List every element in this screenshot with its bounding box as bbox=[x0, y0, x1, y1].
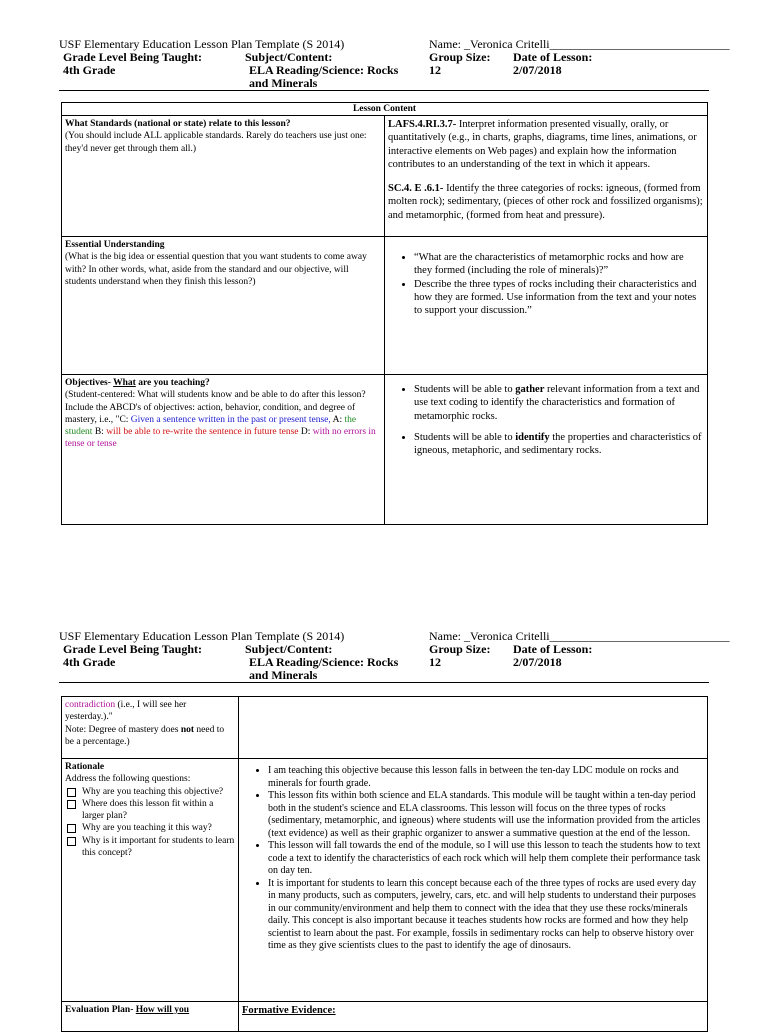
essential-note: (What is the big idea or essential question that you want students to come away with? In other words, what, aside from the standard and our objective, will students understand when they finish this lesson?) bbox=[65, 252, 367, 287]
objectives-continued-cell bbox=[62, 697, 239, 759]
essential-item: • “What are the characteristics of metamorphic rocks and how are they formed (including the role of minerals)?” bbox=[414, 251, 704, 278]
rationale-intro: Address the following questions: bbox=[65, 774, 191, 785]
subject-value-line1: ELA Reading/Science: Rocks bbox=[249, 63, 399, 77]
objective-example-end: (i.e., I will see her yesterday.)." bbox=[65, 700, 187, 723]
mastery-note-b: need to be a percentage.) bbox=[65, 724, 225, 747]
standards-label: What Standards (national or state) relate to this lesson? bbox=[65, 119, 291, 129]
objective-2-text-a: Students will be able to bbox=[414, 431, 516, 443]
group-size-label: Group Size: bbox=[429, 642, 491, 656]
objective-behavior-example: will be able to re-write the sentence in future tense bbox=[106, 427, 299, 438]
standard-1-code: LAFS.4.RI.3.7- bbox=[388, 119, 457, 130]
group-size-value: 12 bbox=[429, 655, 441, 669]
essential-item: • Describe the three types of rocks including their characteristics and how they are formed. Use information from the text and your notes to support your discussion.” bbox=[414, 278, 704, 318]
page-gap bbox=[0, 556, 768, 626]
grade-label: Grade Level Being Taught: bbox=[63, 642, 203, 656]
rationale-question bbox=[65, 835, 235, 860]
checkbox-icon bbox=[67, 788, 76, 797]
objective-degree-continued: contradiction bbox=[65, 700, 116, 710]
lesson-table-page1 bbox=[61, 102, 708, 525]
subject-value-line2: and Minerals bbox=[249, 76, 318, 90]
standards-label-cell bbox=[62, 116, 385, 237]
subject-value-line2: and Minerals bbox=[249, 668, 318, 682]
objective-item bbox=[414, 431, 704, 458]
teacher-name: Name: _Veronica Critelli______________________________ bbox=[429, 629, 730, 643]
rationale-item: • This lesson fits within both science and ELA standards. This module will be taught within a ten-day period both in the student's science and ELA classrooms. This lesson will focus on the three types of rocks (sedimentary, metamorphic, and igneous) where students will use the information provided from the articles (text evidence) as well as their graphic organizer to answer a summative question at the end of the lesson. bbox=[268, 790, 704, 840]
essential-label-cell bbox=[62, 237, 385, 375]
header-rule bbox=[59, 682, 709, 683]
objective-degree-example: with no errors in tense or tense bbox=[65, 427, 376, 450]
rationale-question-text: Why are you teaching it this way? bbox=[82, 823, 212, 834]
objective-1-text-b: relevant information from a text and use text coding to identify the characteristics and formation of metamorphic rocks. bbox=[414, 384, 700, 422]
objective-2-verb: identify bbox=[515, 431, 550, 443]
date-label: Date of Lesson: bbox=[513, 642, 593, 656]
subject-value-line1: ELA Reading/Science: Rocks bbox=[249, 655, 399, 669]
rationale-question-text: Where does this lesson fit within a larger plan? bbox=[82, 798, 214, 822]
grade-value: 4th Grade bbox=[63, 63, 116, 77]
essential-label: Essential Understanding bbox=[65, 240, 165, 250]
subject-label: Subject/Content: bbox=[245, 642, 333, 656]
formative-evidence-heading: Formative Evidence: bbox=[242, 1005, 336, 1016]
objective-2-text-b: the properties and characteristics of igneous, metaphoric, and sedimentary rocks. bbox=[414, 431, 702, 457]
evaluation-label-how: How will you bbox=[135, 1005, 190, 1015]
checkbox-icon bbox=[67, 800, 76, 809]
standards-note: (You should include ALL applicable standards. Rarely do teachers use just one: they'd never get through them all.) bbox=[65, 131, 367, 154]
objectives-label-b: are you teaching? bbox=[135, 378, 210, 388]
grade-label: Grade Level Being Taught: bbox=[63, 50, 203, 64]
standard-1-text: Interpret information presented visually, orally, or quantitatively (e.g., in charts, graphs, diagrams, time lines, animations, or interactive elements on Web pages) and explain how the information contributes to an understanding of the text in which it appears. bbox=[388, 119, 697, 170]
rationale-question bbox=[65, 798, 235, 823]
objectives-note: (Student-centered: What will students know and be able to do after this lesson? Include the ABCD's of objectives: action, behavior, condition, and degree of mastery, i.e., "C: bbox=[65, 390, 366, 425]
objectives-label-what: What bbox=[113, 378, 136, 388]
objective-d-prefix: D: bbox=[298, 427, 313, 438]
objective-a-prefix: A: bbox=[330, 414, 345, 425]
rationale-item: • It is important for students to learn this concept because each of the three types of rocks are used every day in many products, such as computers, jewelry, cars, etc. and will help students to understand their purposes in our community/environment and help them to connect with the idea that they use these rocks/minerals daily. This concept is also important because it teaches students how rocks are formed and how they help scientist to learn about the past. For example, fossils in sedimentary rocks can help to observe history over time as they give scientists clues to the past to identify the age of dinosaurs. bbox=[268, 878, 704, 953]
rationale-question-text: Why is it important for students to learn this concept? bbox=[82, 835, 235, 859]
essential-content-cell bbox=[385, 237, 708, 375]
header-rule bbox=[59, 90, 709, 91]
checkbox-icon bbox=[67, 837, 76, 846]
evaluation-content-cell bbox=[239, 1002, 708, 1032]
objective-item bbox=[414, 383, 704, 423]
rationale-label: Rationale bbox=[65, 762, 105, 772]
subject-label: Subject/Content: bbox=[245, 50, 333, 64]
checkbox-icon bbox=[67, 824, 76, 833]
objective-b-prefix: B: bbox=[92, 427, 107, 438]
mastery-note-a: Note: Degree of mastery does bbox=[65, 724, 181, 735]
objectives-continued-content-cell bbox=[239, 697, 708, 759]
rationale-label-cell bbox=[62, 759, 239, 1002]
rationale-question-text: Why are you teaching this objective? bbox=[82, 786, 224, 797]
teacher-name: Name: _Veronica Critelli______________________________ bbox=[429, 37, 730, 51]
group-size-label: Group Size: bbox=[429, 50, 491, 64]
rationale-question bbox=[65, 786, 235, 798]
grade-value: 4th Grade bbox=[63, 655, 116, 669]
evaluation-label-cell bbox=[62, 1002, 239, 1032]
evaluation-label-a: Evaluation Plan- bbox=[65, 1005, 136, 1015]
page-2 bbox=[0, 556, 768, 1024]
rationale-question bbox=[65, 822, 235, 834]
date-value: 2/07/2018 bbox=[513, 655, 562, 669]
objectives-label-a: Objectives- bbox=[65, 378, 114, 388]
objective-1-text-a: Students will be able to bbox=[414, 384, 516, 395]
rationale-content-cell bbox=[239, 759, 708, 1002]
standards-content-cell bbox=[385, 116, 708, 237]
date-label: Date of Lesson: bbox=[513, 50, 593, 64]
date-value: 2/07/2018 bbox=[513, 63, 562, 77]
objective-1-verb: gather bbox=[515, 384, 545, 395]
lesson-content-heading: Lesson Content bbox=[62, 103, 708, 116]
objective-audience-example: the student bbox=[65, 414, 357, 438]
standard-2-text: Identify the three categories of rocks: igneous, (formed from molten rock); sedimentary, (pieces of other rock and fossilized organisms); and metamorphic, (formed from heat and pressure). bbox=[388, 183, 703, 221]
mastery-note-not: not bbox=[180, 724, 195, 735]
template-title: USF Elementary Education Lesson Plan Template (S 2014) bbox=[59, 629, 345, 643]
lesson-table-page2 bbox=[61, 696, 708, 1032]
rationale-item: • I am teaching this objective because this lesson falls in between the ten-day LDC module on rocks and minerals for fourth grade. bbox=[268, 765, 704, 790]
standard-2-code: SC.4. E .6.1- bbox=[388, 183, 444, 195]
group-size-value: 12 bbox=[429, 63, 441, 77]
template-title: USF Elementary Education Lesson Plan Template (S 2014) bbox=[59, 37, 345, 51]
objectives-label-cell bbox=[62, 375, 385, 525]
rationale-item: • This lesson will fall towards the end of the module, so I will use this lesson to teach the students how to text code a text to identify the characteristics of each rock which will help them complete their performance task on day ten. bbox=[268, 840, 704, 878]
objectives-content-cell bbox=[385, 375, 708, 525]
objective-condition-example: Given a sentence written in the past or present tense, bbox=[130, 414, 331, 425]
